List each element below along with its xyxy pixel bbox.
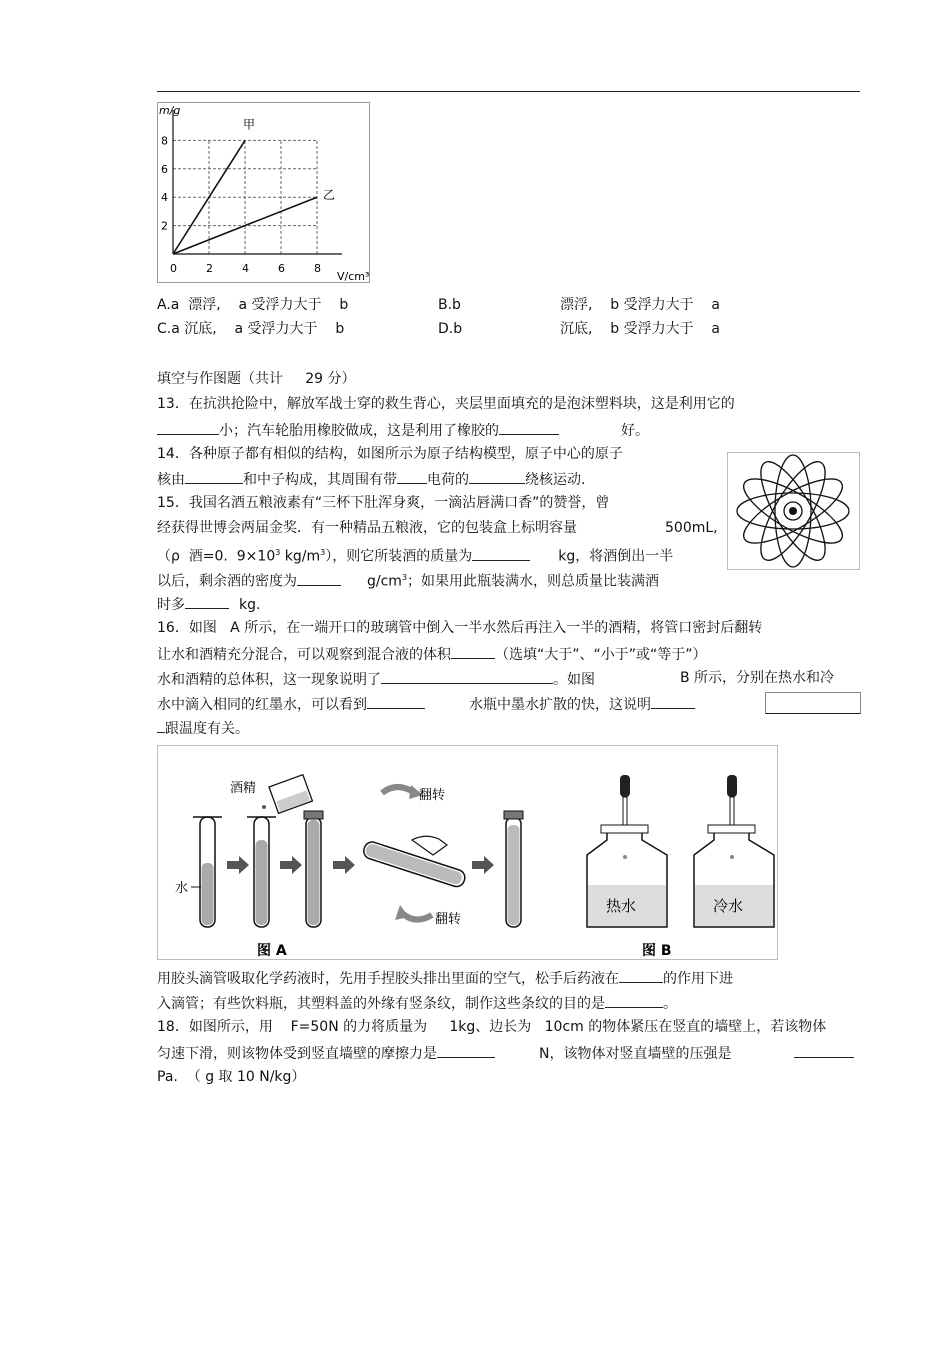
q16-line3-right: B 所示，分别在热水和冷 [680,670,835,686]
q17-line2: 入滴管；有些饮料瓶，其塑料盖的外缘有竖条纹，制作这些条纹的目的是 。 [157,993,677,1013]
q13-line1: 13．在抗洪抢险中，解放军战士穿的救生背心，夹层里面填充的是泡沫塑料块，这是利用它的 [157,396,735,412]
q15-volume: 500mL, [665,520,718,536]
label-cold-water: 冷水 [713,897,744,915]
label-alcohol: 酒精 [230,781,257,796]
option-d-text: 沉底, b 受浮力大于 a [560,321,720,337]
figure-a-b [157,745,779,961]
q14-blank1 [185,469,243,484]
q16-blank4 [651,694,695,709]
q16-blank2 [381,669,553,684]
q14-blank2 [397,469,427,484]
q16-line5: 跟温度有关。 [157,718,249,738]
label-fig-a: 图 A [257,943,287,959]
y-tick-label: 6 [161,162,168,176]
series-label-1: 甲 [243,117,256,132]
top-rule [157,91,860,92]
q14-blank3 [469,469,525,484]
q16-line4: 水中滴入相同的红墨水，可以看到 水瓶中墨水扩散的快，这说明 [157,694,695,714]
atom-model-image [727,452,860,570]
graph-grid [173,140,317,254]
tube-4 [504,811,523,927]
q15-blank1 [472,546,530,561]
x-tick-label: 8 [314,262,321,275]
x-tick-label: 4 [242,262,249,275]
q18-line2: 匀速下滑，则该物体受到竖直墙壁的摩擦力是 N，该物体对竖直墙壁的压强是 [157,1043,731,1063]
y-axis-label: m/g [159,104,181,117]
label-fig-b: 图 B [642,943,672,959]
x-tick-label: 0 [170,262,177,275]
q13-blank2 [499,420,559,435]
section-heading: 填空与作图题（共计 29 分） [157,371,356,387]
q18-blank2 [794,1057,854,1058]
q15-blank2 [297,571,341,586]
x-tick-label: 2 [206,262,213,275]
q13-blank1 [157,420,219,435]
option-b-label: B.b [438,297,461,313]
x-axis-label: V/cm³ [337,270,370,283]
option-c: C.a 沉底, a 受浮力大于 b [157,321,345,337]
label-flip-1: 翻转 [419,788,446,803]
tube-3 [304,811,323,927]
q15-line3: （ρ 酒=0. $9\times 10^3$ $kg/m^3$），则它所装酒的质量为 kg，将酒倒出一半 [157,544,673,566]
label-water: 水 [175,881,189,896]
q18-line3: Pa. （ g 取 10 N/kg） [157,1069,306,1085]
q16-blank-box [765,692,861,714]
q15-line2: 经获得世博会两届金奖．有一种精品五粮液，它的包装盒上标明容量 [157,520,577,536]
label-hot-water: 热水 [606,897,637,915]
q13-line2: 小；汽车轮胎用橡胶做成，这是利用了橡胶的 好。 [157,420,649,440]
q17-blank2 [605,993,663,1008]
mass-volume-graph [157,102,372,284]
q16-blank1 [451,644,495,659]
graph-frame [158,103,370,283]
option-b-text: 漂浮, b 受浮力大于 a [560,297,720,313]
q15-blank3 [185,594,229,609]
q16-line3: 水和酒精的总体积，这一现象说明了 。如图 [157,669,595,689]
q14-line2: 核由 和中子构成，其周围有带 电荷的 绕核运动. [157,469,585,489]
q17-blank1 [619,968,663,983]
label-flip-2: 翻转 [435,912,462,927]
q16-line2: 让水和酒精充分混合，可以观察到混合液的体积 （选填“大于”、“小于”或“等于”） [157,644,707,664]
y-tick-label: 8 [161,134,168,148]
q18-blank1 [437,1043,495,1058]
q15-line5: 时多 kg. [157,594,260,614]
q15-line4: 以后，剩余酒的密度为 $g/cm^3$；如果用此瓶装满水，则总质量比装满酒 [157,569,659,591]
q14-line1: 14．各种原子都有相似的结构，如图所示为原子结构模型，原子中心的原子 [157,446,623,462]
q18-line1: 18．如图所示，用 F=50N 的力将质量为 1kg、边长为 10cm 的物体紧压在竖直的墙壁上，若该物体 [157,1019,827,1035]
q16-blank3 [367,694,425,709]
q16-line1: 16．如图 A 所示，在一端开口的玻璃管中倒入一半水然后再注入一半的酒精，将管口密封后翻转 [157,620,763,636]
option-d-label: D.b [438,321,463,337]
y-tick-label: 4 [161,191,168,205]
option-a: A.a 漂浮, a 受浮力大于 b [157,297,349,313]
q15-line1: 15．我国名酒五粮液素有“三杯下肚浑身爽，一滴沾唇满口香”的赞誉，曾 [157,495,610,511]
series-label-2: 乙 [323,188,336,203]
q17-line1: 用胶头滴管吸取化学药液时，先用手捏胶头排出里面的空气，松手后药液在 的作用下进 [157,968,733,988]
y-tick-label: 2 [161,219,168,233]
x-tick-label: 6 [278,262,285,275]
